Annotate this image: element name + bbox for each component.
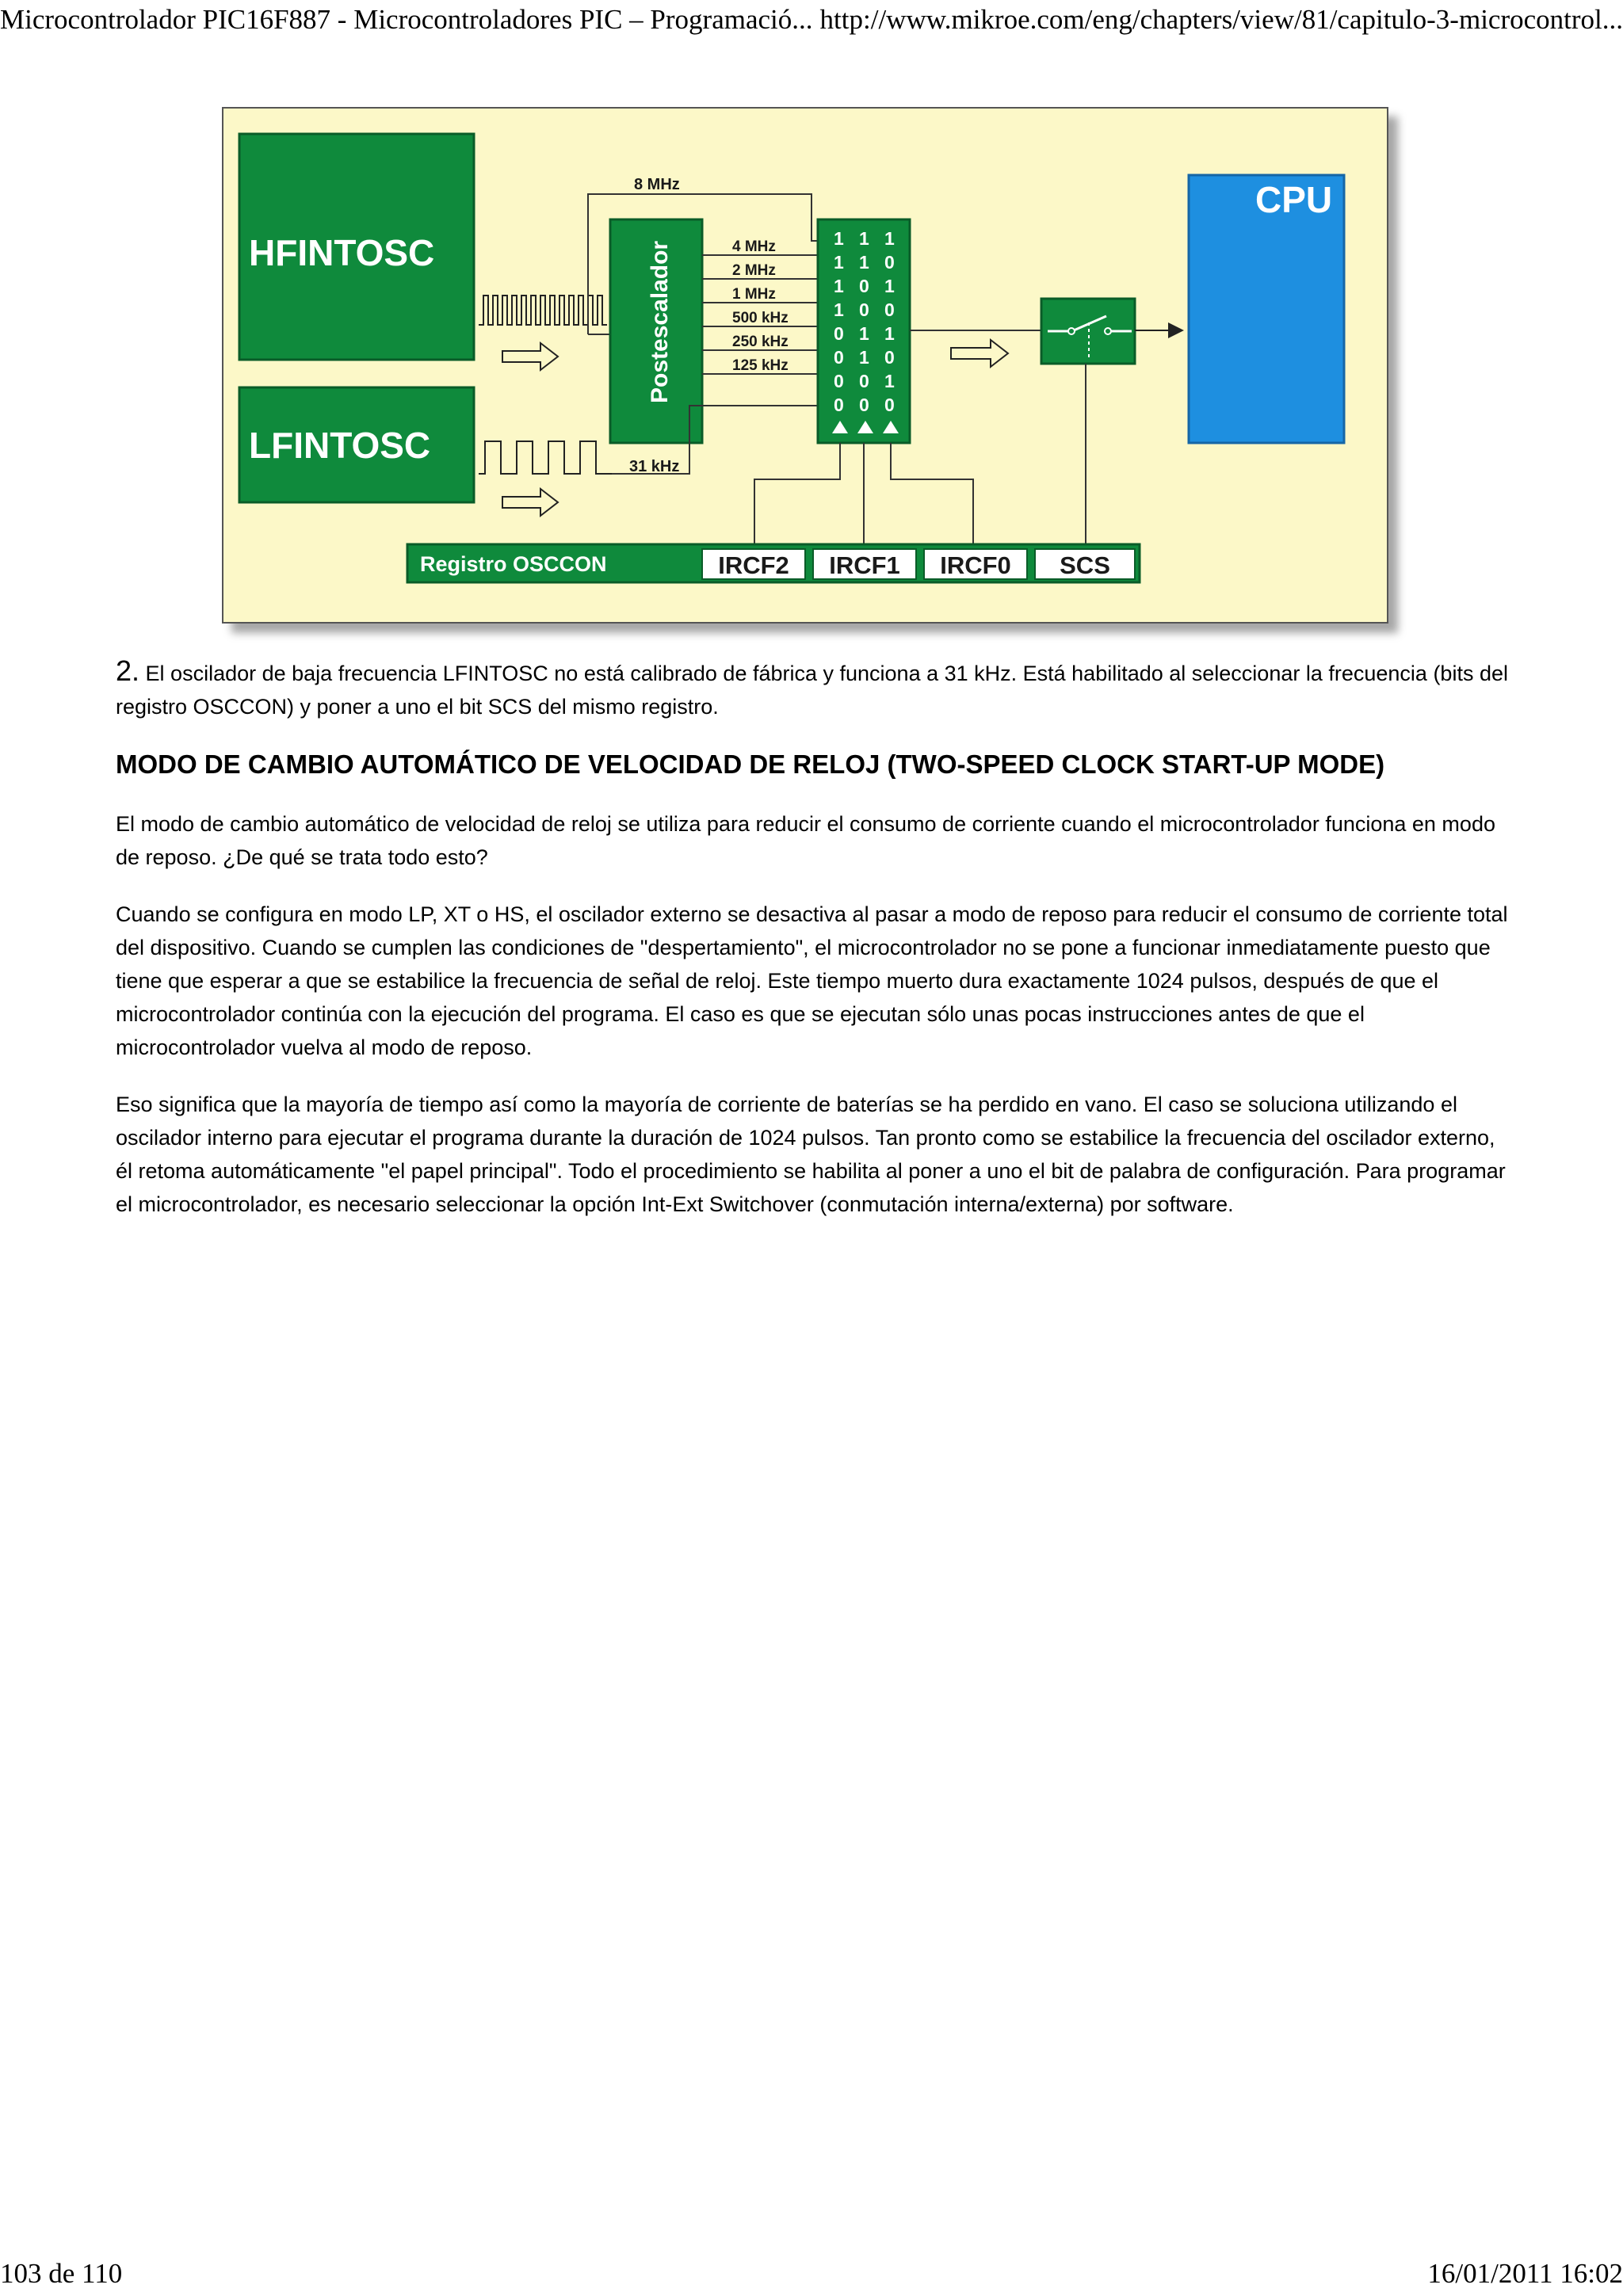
selector-bit: 1 bbox=[834, 276, 844, 296]
selector-bit: 1 bbox=[859, 228, 869, 249]
selector-bits bbox=[832, 228, 899, 433]
control-line-ircf0 bbox=[891, 443, 973, 544]
list-item-text: El oscilador de baja frecuencia LFINTOSC no está calibrado de fábrica y funciona a 31 kHz. Está habilitado al seleccionar la frecuencia (bits del registro OSCCON) y poner a uno el bit SCS del mismo registro. bbox=[116, 662, 1508, 719]
hf-flow-arrow bbox=[502, 343, 558, 370]
print-datetime: 16/01/2011 16:02 bbox=[1427, 2258, 1623, 2289]
selector-bit: 0 bbox=[834, 371, 844, 391]
selector-bit: 0 bbox=[884, 395, 895, 415]
selector-bit: 0 bbox=[859, 299, 869, 320]
register-bit-label: IRCF2 bbox=[718, 551, 789, 579]
selector-bit: 1 bbox=[884, 371, 895, 391]
control-line-ircf2 bbox=[754, 443, 840, 544]
selector-bit: 1 bbox=[834, 252, 844, 273]
oscillator-diagram bbox=[222, 107, 1388, 624]
selector-bit: 0 bbox=[884, 252, 895, 273]
selector-bit: 1 bbox=[859, 252, 869, 273]
selector-bit: 0 bbox=[834, 323, 844, 344]
list-item-number: 2. bbox=[116, 654, 140, 687]
article-content bbox=[116, 654, 1510, 1245]
selector-bit: 0 bbox=[859, 371, 869, 391]
selector-bit: 0 bbox=[834, 347, 844, 368]
osccon-register-label: Registro OSCCON bbox=[420, 552, 607, 576]
selector-bit: 1 bbox=[834, 228, 844, 249]
selector-bit: 1 bbox=[859, 323, 869, 344]
lf-pulse-train bbox=[479, 441, 612, 474]
selector-bit: 0 bbox=[834, 395, 844, 415]
print-header bbox=[0, 0, 1623, 44]
label-31khz: 31 kHz bbox=[629, 458, 680, 475]
postscaler-outputs bbox=[702, 238, 818, 374]
section-heading: MODO DE CAMBIO AUTOMÁTICO DE VELOCIDAD DE RELOJ (TWO-SPEED CLOCK START-UP MODE) bbox=[116, 749, 1385, 779]
register-bit-label: IRCF1 bbox=[829, 551, 900, 579]
selector-bit: 1 bbox=[884, 276, 895, 296]
cpu-label: CPU bbox=[1255, 179, 1333, 220]
paragraph: Eso significa que la mayoría de tiempo así como la mayoría de corriente de baterías se ha perdido en vano. El caso se soluciona utilizando el oscilador interno para ejecutar el programa durante la duración de 1024 pulsos. Tan pronto como se estabilice la frecuencia del oscilador externo, él retoma automáticamente "el papel principal". Todo el procedimiento se habilita al poner a uno el bit de palabra de configuración. Para programar el microcontrolador, es necesario seleccionar la opción Int-Ext Switchover (conmutación interna/externa) por software. bbox=[116, 1093, 1506, 1216]
mux-flow-arrow bbox=[951, 340, 1008, 367]
list-item-2 bbox=[116, 654, 1510, 723]
print-footer bbox=[0, 2252, 1623, 2296]
hfintosc-label: HFINTOSC bbox=[249, 232, 435, 273]
page-number: 103 de 110 bbox=[0, 2258, 123, 2289]
label-8mhz: 8 MHz bbox=[634, 176, 680, 193]
selector-bit: 0 bbox=[859, 276, 869, 296]
postscaler-output-label: 1 MHz bbox=[732, 286, 776, 303]
postscaler-output-label: 125 kHz bbox=[732, 357, 789, 374]
selector-bit: 1 bbox=[859, 347, 869, 368]
selector-bit: 0 bbox=[884, 299, 895, 320]
print-header-url: http://www.mikroe.com/eng/chapters/view/81/capitulo-3-microcontrol... bbox=[819, 4, 1623, 35]
postscaler-output-label: 250 kHz bbox=[732, 334, 789, 350]
oscillator-diagram-svg bbox=[223, 109, 1387, 622]
selector-bit: 1 bbox=[884, 228, 895, 249]
selector-bit: 0 bbox=[884, 347, 895, 368]
paragraph: Cuando se configura en modo LP, XT o HS, el oscilador externo se desactiva al pasar a modo de reposo para reducir el consumo de corriente total del dispositivo. Cuando se cumplen las condiciones de "despertamiento", el microcontrolador no se pone a funcionar inmediatamente puesto que tiene que esperar a que se estabilice la frecuencia de señal de reloj. Este tiempo muerto dura exactamente 1024 pulsos, después de que el microcontrolador continúa con la ejecución del programa. El caso es que se ejecutan sólo unas pocas instrucciones antes de que el microcontrolador vuelva al modo de reposo. bbox=[116, 902, 1508, 1059]
postscaler-output-label: 2 MHz bbox=[732, 262, 776, 279]
postscaler-output-label: 4 MHz bbox=[732, 238, 776, 255]
selector-bit: 1 bbox=[834, 299, 844, 320]
register-bit-label: IRCF0 bbox=[940, 551, 1011, 579]
lf-flow-arrow bbox=[502, 489, 558, 516]
register-bit-label: SCS bbox=[1060, 551, 1110, 579]
postscaler-output-label: 500 kHz bbox=[732, 310, 789, 326]
selector-bit: 1 bbox=[884, 323, 895, 344]
lfintosc-label: LFINTOSC bbox=[249, 425, 431, 466]
print-header-title: Microcontrolador PIC16F887 - Microcontroladores PIC – Programació... bbox=[0, 4, 813, 35]
paragraph: El modo de cambio automático de velocidad de reloj se utiliza para reducir el consumo de corriente cuando el microcontrolador funciona en modo de reposo. ¿De qué se trata todo esto? bbox=[116, 812, 1495, 869]
postscaler-label: Postescalador bbox=[647, 240, 673, 403]
selector-bit: 0 bbox=[859, 395, 869, 415]
